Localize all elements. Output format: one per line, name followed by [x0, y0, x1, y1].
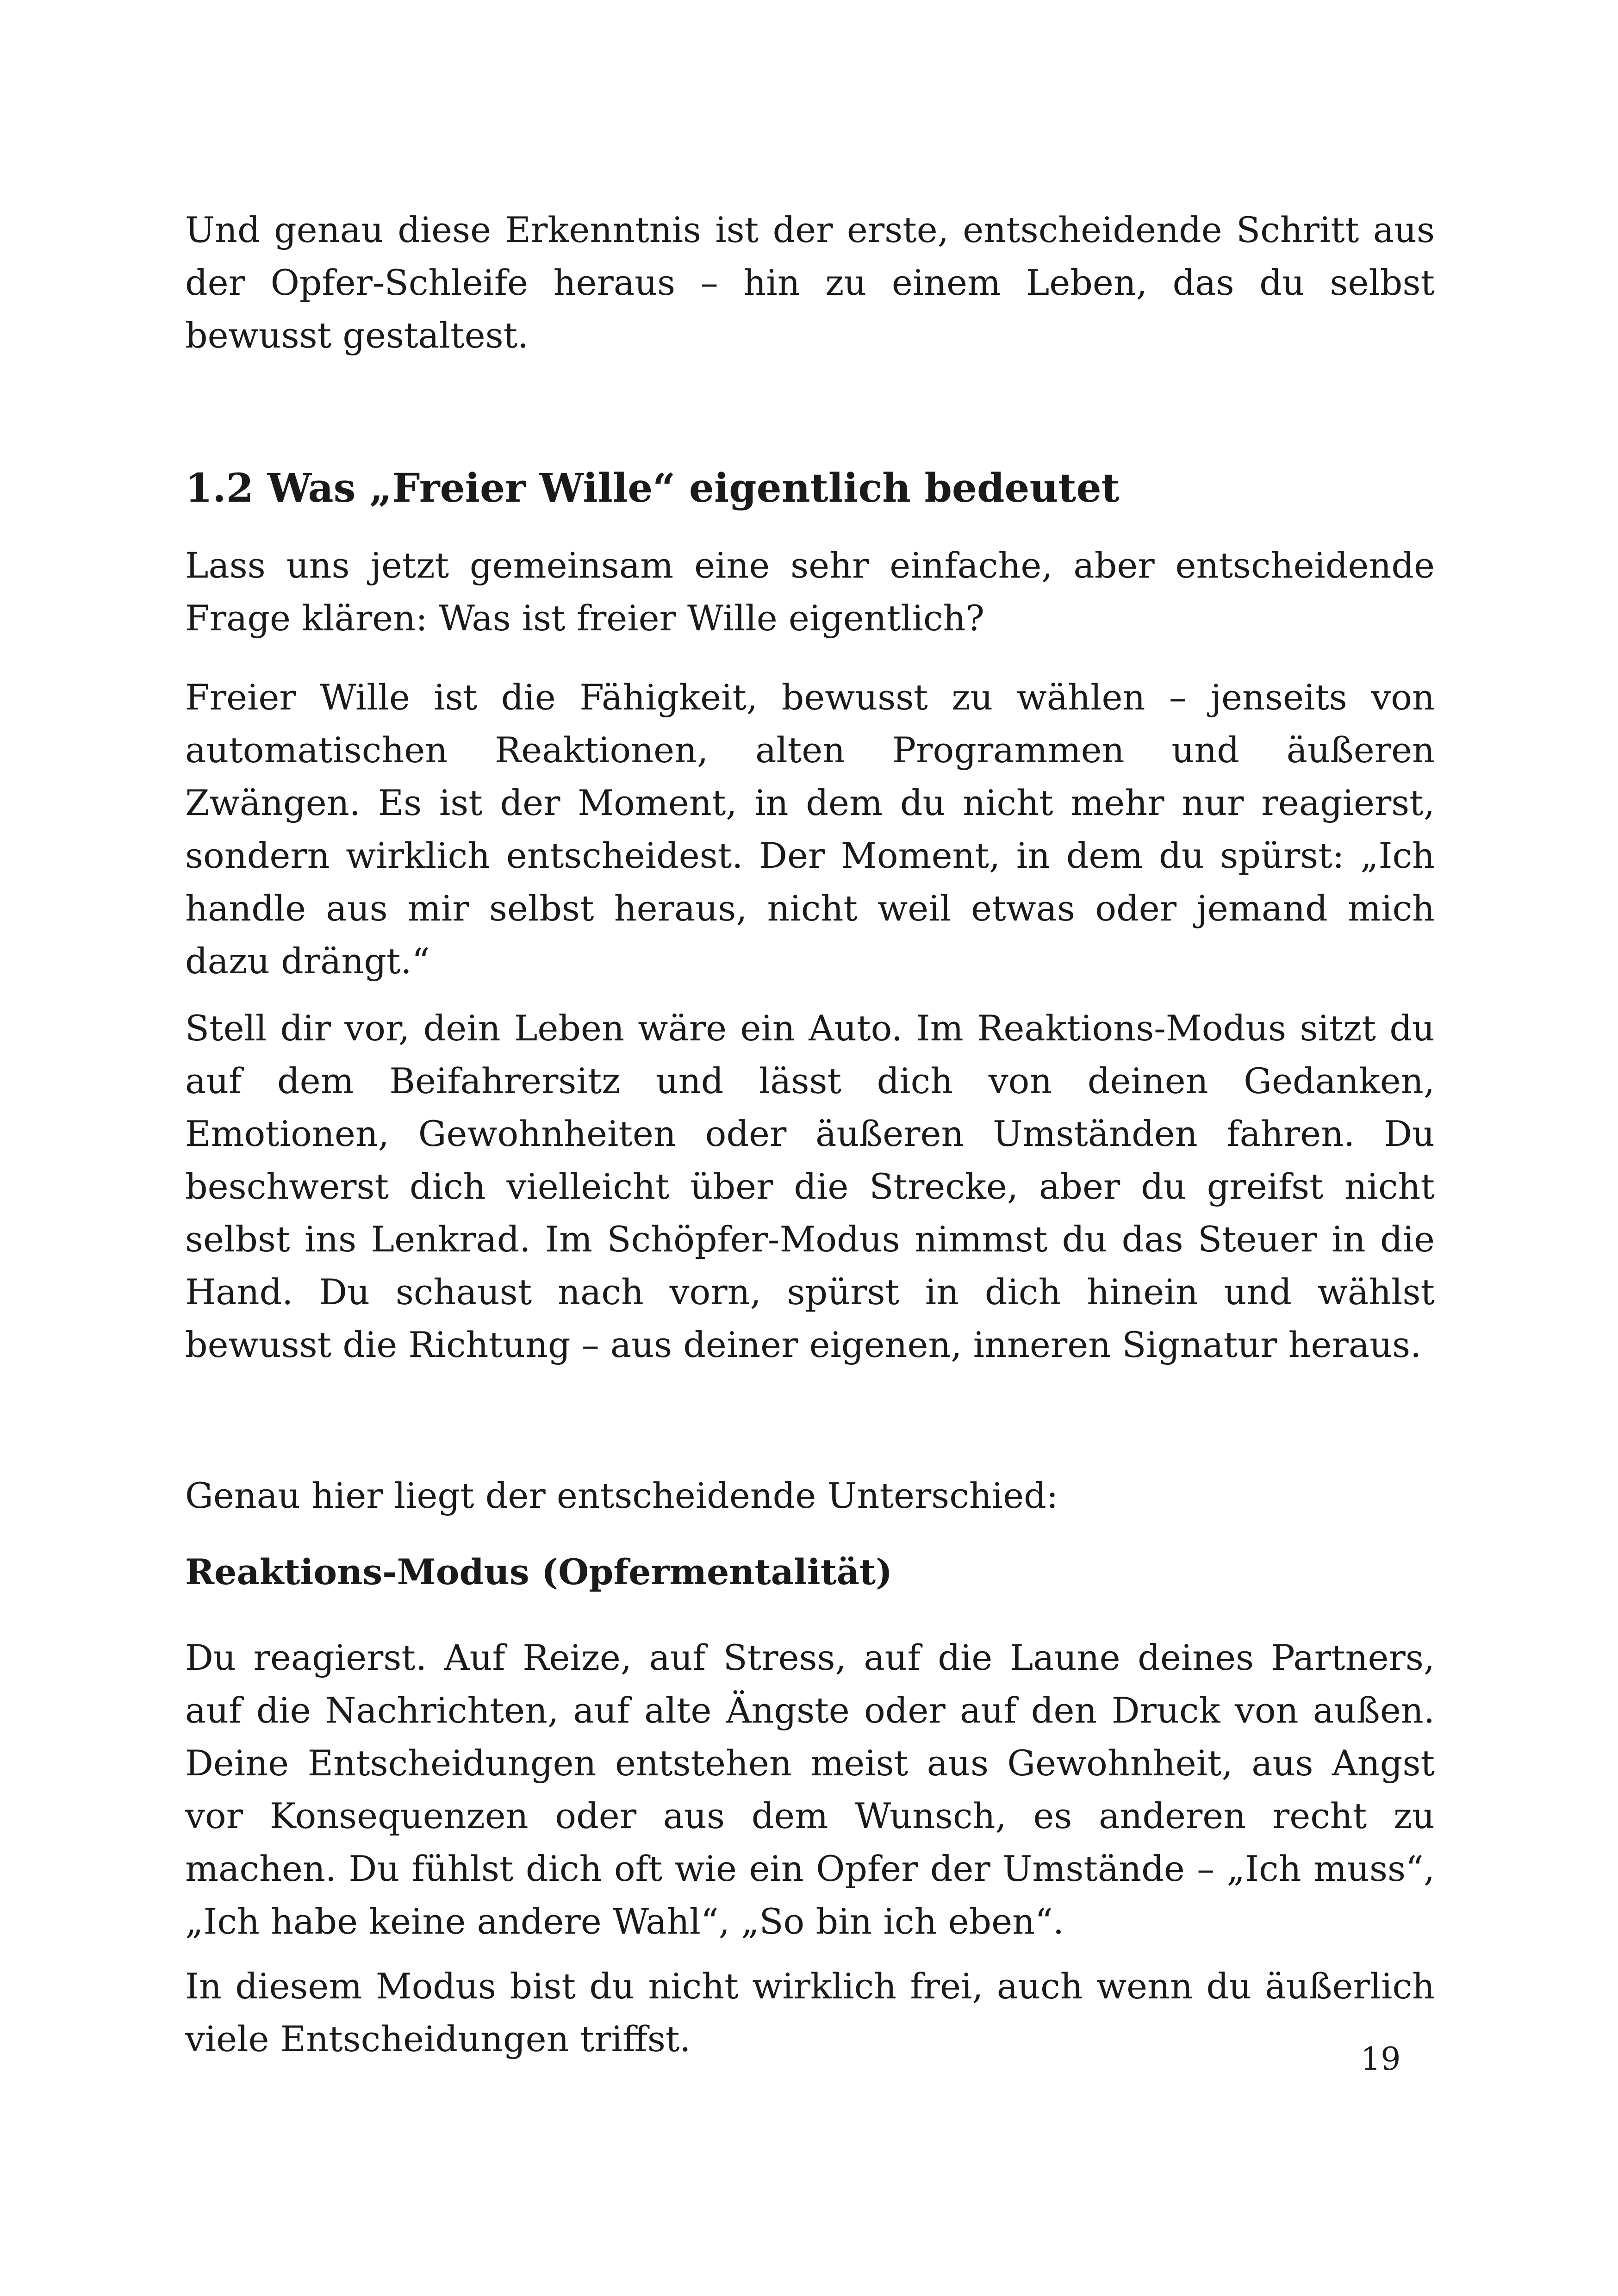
page-number: 19 [1361, 2041, 1401, 2078]
paragraph-reaction-mode: Du reagierst. Auf Reize, auf Stress, auf die Laune deines Partners, auf die Nachrichten, auf alte Ängste oder auf den Druck von außen. Deine Entscheidungen entstehen meist aus Gewohnheit, aus Angst vor Konsequenzen oder aus dem Wunsch, es anderen recht zu machen. Du fühlst dich oft wie ein Opfer der Umstände – „Ich muss“, „Ich habe keine andere Wahl“, „So bin ich eben“. [185, 1637, 1435, 1942]
paragraph-not-free: In diesem Modus bist du nicht wirklich frei, auch wenn du äußerlich viele Entscheidungen triffst. [185, 1966, 1435, 2060]
book-page [185, 0, 1435, 2296]
subheading-reaction-mode: Reaktions-Modus (Opfermentalität) [185, 1551, 893, 1593]
intro-paragraph: Und genau diese Erkenntnis ist der erste, entscheidende Schritt aus der Opfer-Schleife heraus – hin zu einem Leben, das du selbst bewusst gestaltest. [185, 209, 1435, 356]
paragraph-question: Lass uns jetzt gemeinsam eine sehr einfache, aber entscheidende Frage klären: Was ist freier Wille eigentlich? [185, 545, 1435, 639]
paragraph-difference-intro: Genau hier liegt der entscheidende Unterschied: [185, 1475, 1058, 1516]
paragraph-definition: Freier Wille ist die Fähigkeit, bewusst zu wählen – jenseits von automatischen Reaktionen, alten Programmen und äußeren Zwängen. Es ist der Moment, in dem du nicht mehr nur reagierst, sondern wirklich entscheidest. Der Moment, in dem du spürst: „Ich handle aus mir selbst heraus, nicht weil etwas oder jemand mich dazu drängt.“ [185, 677, 1435, 982]
section-heading: 1.2 Was „Freier Wille“ eigentlich bedeutet [185, 465, 1120, 511]
paragraph-car-metaphor: Stell dir vor, dein Leben wäre ein Auto. Im Reaktions-Modus sitzt du auf dem Beifahrersitz und lässt dich von deinen Gedanken, Emotionen, Gewohnheiten oder äußeren Umständen fahren. Du beschwerst dich vielleicht über die Strecke, aber du greifst nicht selbst ins Lenkrad. Im Schöpfer-Modus nimmst du das Steuer in die Hand. Du schaust nach vorn, spürst in dich hinein und wählst bewusst die Richtung – aus deiner eigenen, inneren Signatur heraus. [185, 1008, 1435, 1365]
